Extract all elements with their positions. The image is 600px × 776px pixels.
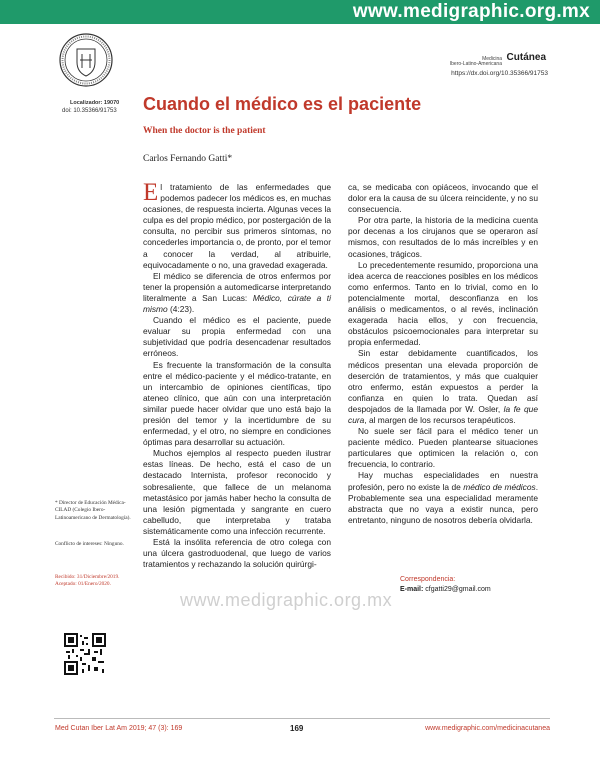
paragraph-8: Por otra parte, la historia de la medicina cuenta por decenas a los cirujanos que se operaron así mismos, con resultados de lo más increíbles y en ocasiones, trágicos. xyxy=(348,215,538,259)
correspondence-label: Correspondencia: xyxy=(400,576,456,583)
footer-citation xyxy=(55,725,182,732)
paragraph-5: Muchos ejemplos al respecto pueden ilustrar estas líneas. De hecho, está el caso de un destacado Internista, profesor reconocido y sobresaliente, que fallece de un melanoma metastásico por jamás haber hecho la consulta de una lesión pigmentada y sangrante en cuero cabelludo, que interpretaba y trataba sistemáticamente como una infección recurrente. xyxy=(143,448,331,536)
article-title: Cuando el médico es el paciente xyxy=(143,94,422,114)
journal-doi-link[interactable]: https://dx.doi.org/10.35366/91753 xyxy=(451,70,548,77)
article-doi: doi: 10.35366/91753 xyxy=(62,108,117,114)
paragraph-10: Sin estar debidamente cuantificados, los médicos presentan una elevada proporción de deserción de tratamientos, y más que cualquier otro enfermo, están expuestos a perder la confianza en quien lo trata. Quedan así despojados de la llamada por W. Osler, la fe que cura, al margen de los recursos terapéuticos. xyxy=(348,348,538,425)
paragraph-3: Cuando el médico es el paciente, puede evaluar su propia enfermedad con una subjetividad que podría desencadenar resultados erróneos. xyxy=(143,315,331,359)
drop-cap: E xyxy=(143,179,159,206)
watermark: www.medigraphic.org.mx xyxy=(180,590,393,610)
article-subtitle: When the doctor is the patient xyxy=(143,126,266,136)
email-label: E-mail: xyxy=(400,586,424,593)
paragraph-9: Lo precedentemente resumido, proporciona una idea acerca de reacciones posibles en los médicos como enfermos. Tanto en lo trivial, como en lo potencialmente mortal, desconfianza en los análisis o medicamentos, o al revés, inclinación exagerada hacia ellos, y con frecuencia, obstáculos psicoemocionales para interpretar su propia enfermedad. xyxy=(348,259,538,348)
correspondence-email xyxy=(400,586,491,593)
paragraph-1: El tratamiento de las enfermedades que podemos padecer los médicos es, en muchas ocasiones, de respuesta incierta. Algunas veces la culpa es del propio médico, por postergación de la consulta, no percibir sus primeros síntomas, no concederles importancia o, de pronto, por el temor a conocer la verdad, al atribuirle, equivocadamente o no, una gravedad exagerada. xyxy=(143,179,331,270)
body-column-left xyxy=(143,179,331,570)
paragraph-7: ca, se medicaba con opiáceos, invocando que el dolor era la causa de su úlcera reincidente, y no su consecuencia. xyxy=(348,182,538,215)
article-locator: Localizador: 19070 xyxy=(70,100,120,106)
citation-details: 2019; 47 (3): 169 xyxy=(128,725,183,732)
article-author: Carlos Fernando Gatti* xyxy=(143,154,233,164)
citation-journal: Med Cutan Iber Lat Am xyxy=(55,725,127,732)
paragraph-12: Hay muchas especialidades en nuestra profesión, pero no existe la de médico de médicos. Probablemente sea una especialidad meramente abstracta que no vaya a existir nunca, pero entretanto, ninguno de nosotros debería olvidarla. xyxy=(348,470,539,525)
received-date: Recibido: 31/Diciembre/2019. xyxy=(55,574,120,580)
author-affiliation: * Director de Educación Médica-CILAD (Colegio Ibero-Latinoamericano de Dermatología). xyxy=(55,500,131,521)
site-banner xyxy=(0,0,600,24)
footer-site-link[interactable]: www.medigraphic.com/medicinacutanea xyxy=(425,725,550,732)
paragraph-2: El médico se diferencia de otros enfermos por tener la propensión a automedicarse interpretando literalmente a San Lucas: Médico, cúrate a ti mismo (4:23). xyxy=(143,270,331,315)
journal-name: Cutánea xyxy=(506,52,546,63)
society-seal-logo xyxy=(58,32,114,88)
page-number: 169 xyxy=(290,724,304,733)
accepted-date: Aceptado: 01/Enero/2020. xyxy=(55,581,111,588)
body-column-right xyxy=(348,182,538,526)
site-url[interactable]: www.medigraphic.org.mx xyxy=(352,1,590,22)
conflict-of-interest: Conflicto de intereses: Ninguno. xyxy=(55,541,124,547)
qr-code[interactable] xyxy=(64,630,106,678)
paragraph-6: Está la insólita referencia de otro colega con una úlcera gastroduodenal, que luego de varios tratamientos y rechazando la solución quirúrgi- xyxy=(143,537,331,570)
journal-name-prefix: Medicina xyxy=(482,56,503,62)
footer-divider xyxy=(54,718,550,719)
email-address[interactable]: cfgatti29@gmail.com xyxy=(425,586,491,593)
journal-subtitle: Ibero-Latino-Americana xyxy=(449,61,502,67)
paragraph-4: Es frecuente la transformación de la consulta entre el médico-paciente y el médico-tratante, en un intercambio de opiniones científicas, tipo ateneo clínico, que aún con una interpretación similar puede hacer olvidar que uno está bajo la presión del temor y la incertidumbre de su enfermedad, y el otro, no siempre en condiciones óptimas para desarrollar su actuación. xyxy=(143,359,331,448)
paragraph-11: No suele ser fácil para el médico tener un paciente médico. Pueden plantearse situaciones particulares que optimicen la relación o, con frecuencia, lo contrario. xyxy=(348,426,538,470)
article-dates xyxy=(55,574,137,589)
